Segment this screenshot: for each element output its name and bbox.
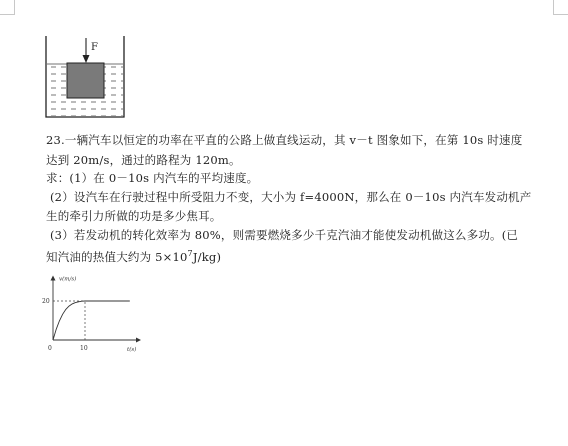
- question-line-3: 求：(1）在 0－10s 内汽车的平均速度。: [46, 171, 259, 185]
- question-line-7: [46, 244, 546, 267]
- question-line-4: (2）设汽车在行驶过程中所受阻力不变，大小为 f=4000N，那么在 0－10s 内汽车发动机产: [50, 190, 532, 204]
- axis-labels: [42, 276, 136, 354]
- x-axis-label: t(s): [127, 347, 137, 353]
- beaker-figure: [40, 36, 130, 124]
- guide-lines: [53, 301, 85, 340]
- question-line-7-text: 知汽油的热值大约为 5×10: [46, 249, 188, 264]
- question-line-7-unit: J/kg): [192, 249, 222, 264]
- origin-label: 0: [48, 345, 52, 352]
- question-line-5: 生的牵引力所做的功是多少焦耳。: [46, 209, 222, 223]
- vt-graph: [38, 268, 148, 354]
- page-corner-mark-left: [0, 0, 15, 15]
- y-axis-arrow: [51, 276, 56, 281]
- x-axis-arrow: [136, 338, 141, 343]
- y-tick-label: 20: [42, 298, 50, 305]
- x-tick-label: 10: [80, 345, 88, 352]
- axes: [51, 276, 142, 343]
- question-line-6: (3）若发动机的转化效率为 80%，则需要燃烧多少千克汽油才能使发动机做这么多功。(已: [50, 228, 519, 242]
- question-line-2: 达到 20m/s，通过的路程为 120m。: [46, 153, 241, 167]
- page-corner-mark-right: [553, 0, 568, 15]
- block: [67, 63, 104, 98]
- series-group: [53, 301, 130, 340]
- force-label: F: [91, 42, 98, 53]
- y-axis-label: v(m/s): [59, 276, 77, 283]
- exponent: 7: [187, 249, 193, 258]
- series-line-0: [53, 301, 130, 340]
- question-line-1: 23.一辆汽车以恒定的功率在平直的公路上做直线运动，其 v－t 图象如下，在第 10s 时速度: [46, 133, 523, 147]
- force-arrow: [83, 38, 90, 63]
